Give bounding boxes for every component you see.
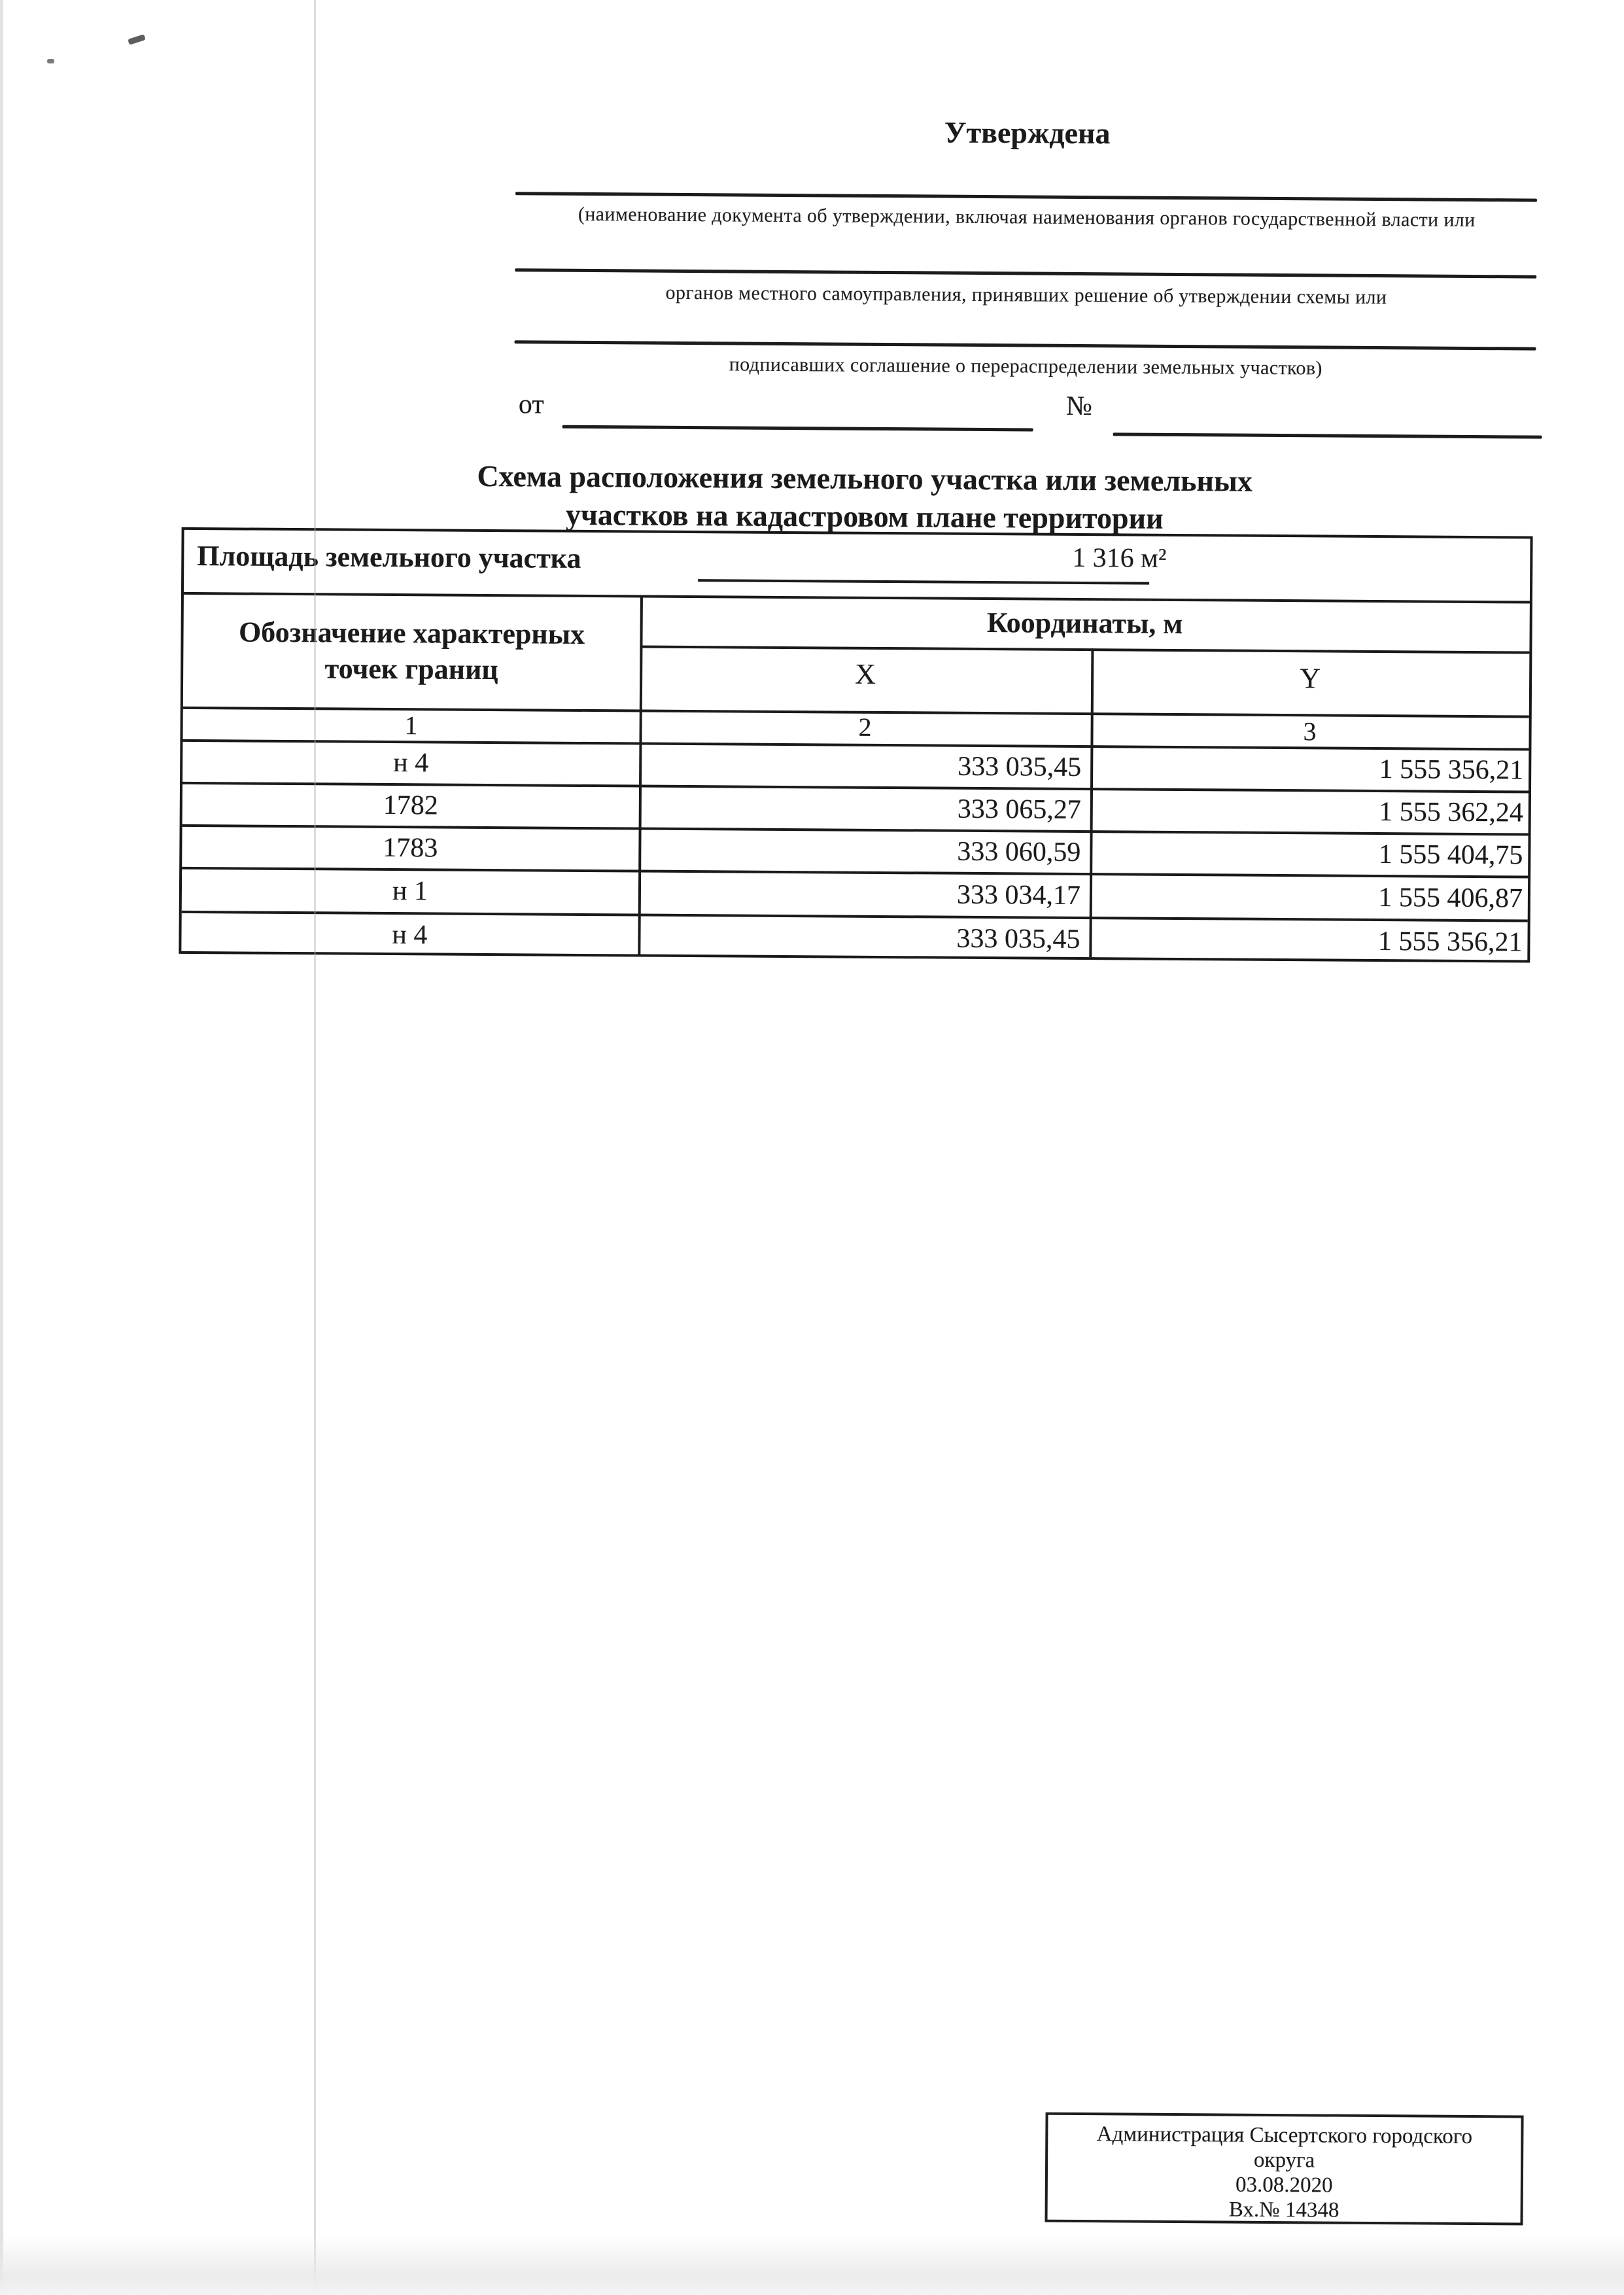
x-cell: 333 060,59	[957, 836, 1081, 868]
approval-blank-line-1	[515, 192, 1537, 201]
approval-caption-2: органов местного самоуправления, принявших решение об утверждении схемы или	[665, 281, 1387, 309]
point-cell: н 4	[392, 920, 428, 951]
point-column-header-line1: Обозначение характерных	[238, 615, 585, 650]
number-field-label: №	[1065, 391, 1093, 422]
approval-blank-line-2	[515, 268, 1536, 278]
approval-blank-line-3	[515, 340, 1536, 350]
date-field-label: от	[518, 389, 544, 420]
y-cell: 1 555 404,75	[1378, 839, 1523, 871]
coordinates-table	[179, 527, 1532, 963]
stamp-number: Вх.№ 14348	[1228, 2198, 1339, 2222]
scheme-title-line1: Схема расположения земельного участка или земельных	[477, 459, 1253, 498]
point-cell: н 1	[392, 876, 428, 907]
area-unit: м²	[1141, 543, 1167, 574]
point-column-header	[183, 592, 640, 710]
point-column-header-line2: точек границ	[324, 652, 498, 686]
y-cell: 1 555 356,21	[1379, 754, 1524, 786]
y-cell: 1 555 362,24	[1379, 797, 1523, 828]
x-cell: 333 034,17	[956, 879, 1081, 911]
scheme-title-line2: участков на кадастровом плане территории	[565, 497, 1164, 535]
table-divider	[640, 646, 1529, 654]
point-cell: н 4	[393, 748, 429, 779]
registration-stamp	[1045, 2112, 1523, 2226]
number-blank-line	[1113, 432, 1542, 438]
area-label: Площадь земельного участка	[197, 540, 581, 574]
area-value	[936, 542, 1302, 576]
approval-caption-3: подписавших соглашение о перераспределении земельных участков)	[729, 353, 1322, 379]
index-cell-1: 1	[404, 710, 418, 741]
x-cell: 333 035,45	[956, 923, 1080, 955]
index-cell-3: 3	[1303, 716, 1317, 746]
area-blank-line	[698, 579, 1149, 585]
coords-header: Координаты, м	[986, 606, 1183, 640]
x-cell: 333 065,27	[957, 794, 1081, 826]
area-value-number: 1 316	[1072, 542, 1134, 574]
ink-speck	[47, 59, 54, 63]
point-cell: 1783	[383, 832, 438, 864]
stamp-org-line2: округа	[1253, 2148, 1315, 2173]
x-column-header: X	[855, 657, 876, 690]
x-cell: 333 035,45	[958, 751, 1082, 783]
approval-caption-1: (наименование документа об утверждении, включая наименования органов государственной власти или	[578, 203, 1476, 231]
y-cell: 1 555 406,87	[1378, 883, 1523, 914]
date-blank-line	[562, 425, 1033, 432]
stamp-date: 03.08.2020	[1235, 2173, 1333, 2198]
scan-edge-shadow	[0, 0, 3, 2295]
index-cell-2: 2	[858, 712, 872, 742]
y-cell: 1 555 356,21	[1377, 926, 1523, 958]
scan-seam-line	[314, 0, 316, 2295]
stamp-org-line1: Администрация Сысертского городского	[1096, 2122, 1473, 2149]
y-column-header: Y	[1300, 662, 1321, 695]
point-cell: 1782	[383, 790, 438, 821]
scan-bottom-shade	[0, 2235, 1624, 2295]
approved-heading: Утверждена	[944, 115, 1111, 150]
